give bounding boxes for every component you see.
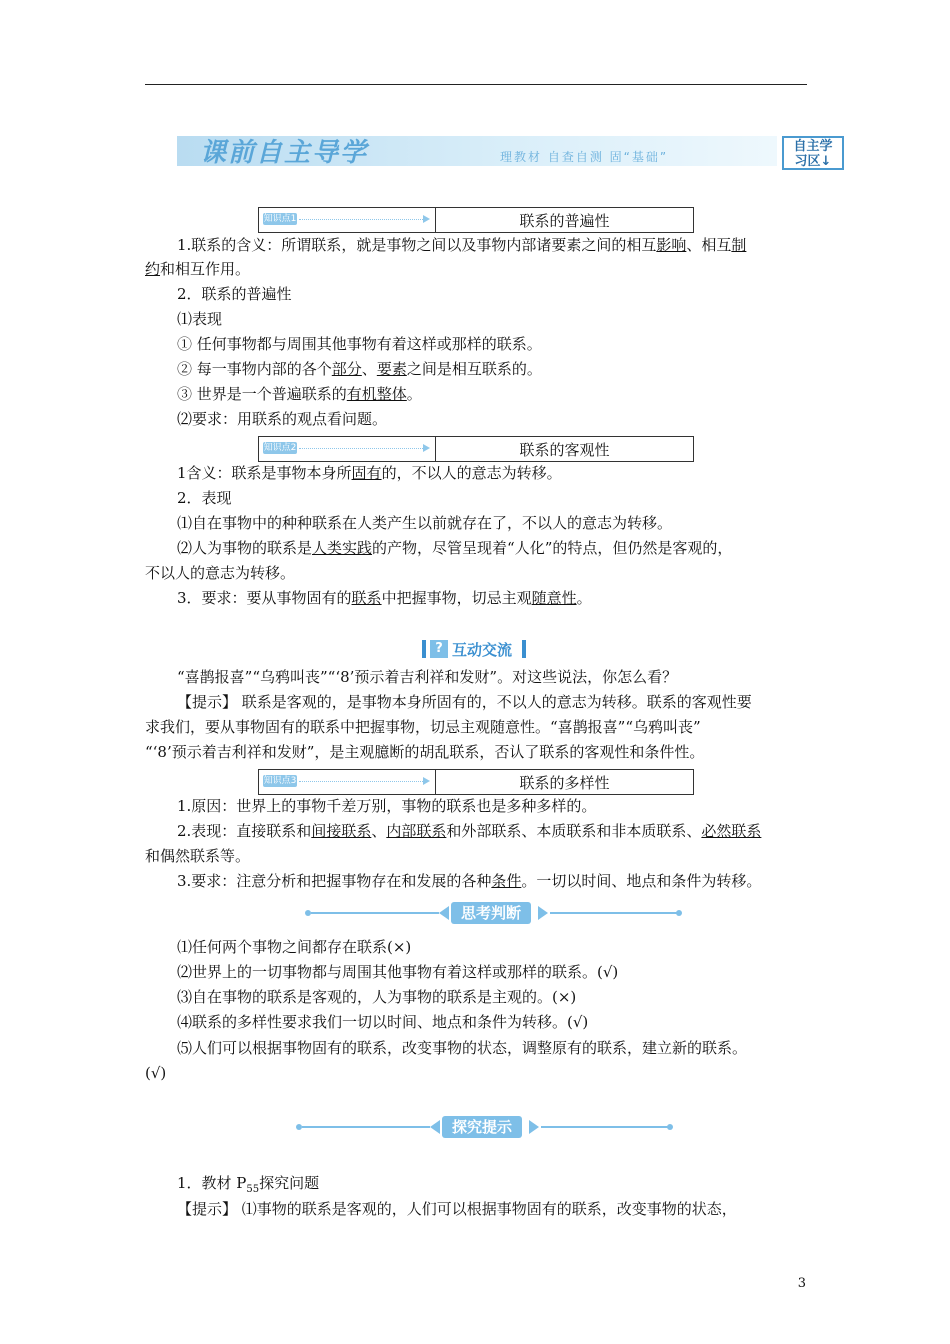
- kp3-line2: 2.表现：直接联系和间接联系、内部联系和外部联系、本质联系和非本质联系、必然联系: [177, 822, 762, 840]
- judge-item-1: ⑴任何两个事物之间都存在联系(×): [177, 938, 412, 956]
- kp1-line8: ⑵要求：用联系的观点看问题。: [177, 410, 388, 428]
- zone-label-line1: 自主学: [793, 139, 833, 154]
- knowledge-tag-label: 知识点1: [263, 214, 297, 224]
- kp3-line1: 1.原因：世界上的事物千差万别，事物的联系也是多种多样的。: [177, 797, 597, 815]
- triangle-left-icon: [430, 1120, 440, 1134]
- interaction-hint-3: “‘8’预示着吉利祥和发财”，是主观臆断的胡乱联系，否认了联系的客观性和条件性。: [145, 743, 705, 761]
- knowledge-tag: [263, 773, 431, 790]
- heading-line-right: [550, 912, 678, 914]
- interaction-hint-1: 【提示】 联系是客观的，是事物本身所固有的，不以人的意志为转移。联系的客观性要: [177, 693, 752, 711]
- triangle-right-icon: [538, 906, 548, 920]
- kp2-line2: 2．表现: [177, 489, 232, 507]
- heading-line-left: [311, 912, 439, 914]
- arrow-right-icon: [423, 444, 430, 452]
- judge-item-5-tail: (√): [145, 1064, 167, 1082]
- question-icon: ?: [430, 640, 448, 658]
- kp2-line6: 3．要求：要从事物固有的联系中把握事物，切忌主观随意性。: [177, 589, 592, 607]
- judge-item-4: ⑷联系的多样性要求我们一切以时间、地点和条件为转移。(√): [177, 1013, 589, 1031]
- judge-item-3: ⑶自在事物的联系是客观的，人为事物的联系是主观的。(×): [177, 988, 577, 1006]
- heading-dot-right: [676, 910, 682, 916]
- triangle-right-icon: [529, 1120, 539, 1134]
- banner-subtitle: 理教材 自查自测 固“基础”: [500, 150, 669, 164]
- heading-line-left: [302, 1126, 430, 1128]
- interaction-heading: 互动交流: [452, 641, 513, 659]
- banner-title: 课前自主导学: [200, 138, 369, 168]
- knowledge-title: 联系的多样性: [519, 774, 610, 792]
- knowledge-title: 联系的普遍性: [519, 212, 610, 230]
- heading-dot-right: [667, 1124, 673, 1130]
- kp1-line1: 1.联系的含义：所谓联系，就是事物之间以及事物内部诸要素之间的相互影响、相互制: [177, 236, 747, 254]
- judge-item-5: ⑸人们可以根据事物固有的联系，改变事物的状态，调整原有的联系，建立新的联系。: [177, 1039, 748, 1057]
- kp2-line4: ⑵人为事物的联系是人类实践的产物，尽管呈现着“人化”的特点，但仍然是客观的，: [177, 539, 733, 557]
- triangle-left-icon: [439, 906, 449, 920]
- kp2-line1: 1含义：联系是事物本身所固有的，不以人的意志为转移。: [177, 464, 562, 482]
- interaction-hint-2: 求我们，要从事物固有的联系中把握事物，切忌主观随意性。“喜鹊报喜”“乌鸦叫丧”: [145, 718, 701, 736]
- kp1-line4: ⑴表现: [177, 310, 223, 328]
- kp1-line2: 约和相互作用。: [145, 260, 251, 278]
- kp1-line7: ③ 世界是一个普遍联系的有机整体。: [177, 385, 422, 403]
- knowledge-point-1-header: [258, 207, 694, 233]
- judge-item-2: ⑵世界上的一切事物都与周围其他事物有着这样或那样的联系。(√): [177, 963, 619, 981]
- tag-dotted-line: [299, 448, 425, 449]
- heading-bar-left: [422, 640, 426, 658]
- kp3-line4: 3.要求：注意分析和把握事物存在和发展的各种条件。一切以时间、地点和条件为转移。: [177, 872, 762, 890]
- knowledge-tag: [263, 211, 431, 228]
- tag-dotted-line: [299, 781, 425, 782]
- interaction-question: “喜鹊报喜”“乌鸦叫丧”“‘8’预示着吉利祥和发财”。对这些说法，你怎么看？: [177, 668, 678, 686]
- kp1-line3: 2．联系的普遍性: [177, 285, 292, 303]
- knowledge-point-2-header: [258, 436, 694, 462]
- self-study-zone-badge: [782, 136, 844, 170]
- kp1-line6: ② 每一事物内部的各个部分、要素之间是相互联系的。: [177, 360, 542, 378]
- heading-line-right: [541, 1126, 669, 1128]
- header-rule: [145, 84, 807, 85]
- tag-dotted-line: [299, 219, 425, 220]
- knowledge-tag-label: 知识点3: [263, 776, 297, 786]
- explore-line1: 1．教材 $P_{55}$探究问题: [177, 1174, 320, 1195]
- arrow-right-icon: [423, 777, 430, 785]
- knowledge-tag: [263, 440, 431, 457]
- knowledge-tag-label: 知识点2: [263, 443, 297, 453]
- zone-label-line2: 习区↓: [794, 154, 832, 169]
- kp2-line5: 不以人的意志为转移。: [145, 564, 296, 582]
- knowledge-title: 联系的客观性: [519, 441, 610, 459]
- explore-line2: 【提示】 ⑴事物的联系是客观的，人们可以根据事物固有的联系，改变事物的状态，: [177, 1200, 737, 1218]
- page-number: 3: [797, 1276, 806, 1291]
- arrow-right-icon: [423, 215, 430, 223]
- explore-heading: 探究提示: [442, 1116, 522, 1138]
- kp2-line3: ⑴自在事物中的种种联系在人类产生以前就存在了，不以人的意志为转移。: [177, 514, 673, 532]
- kp3-line3: 和偶然联系等。: [145, 847, 251, 865]
- knowledge-point-3-header: [258, 769, 694, 795]
- heading-bar-right: [522, 640, 526, 658]
- kp1-line5: ① 任何事物都与周围其他事物有着这样或那样的联系。: [177, 335, 542, 353]
- judge-heading: 思考判断: [451, 902, 531, 924]
